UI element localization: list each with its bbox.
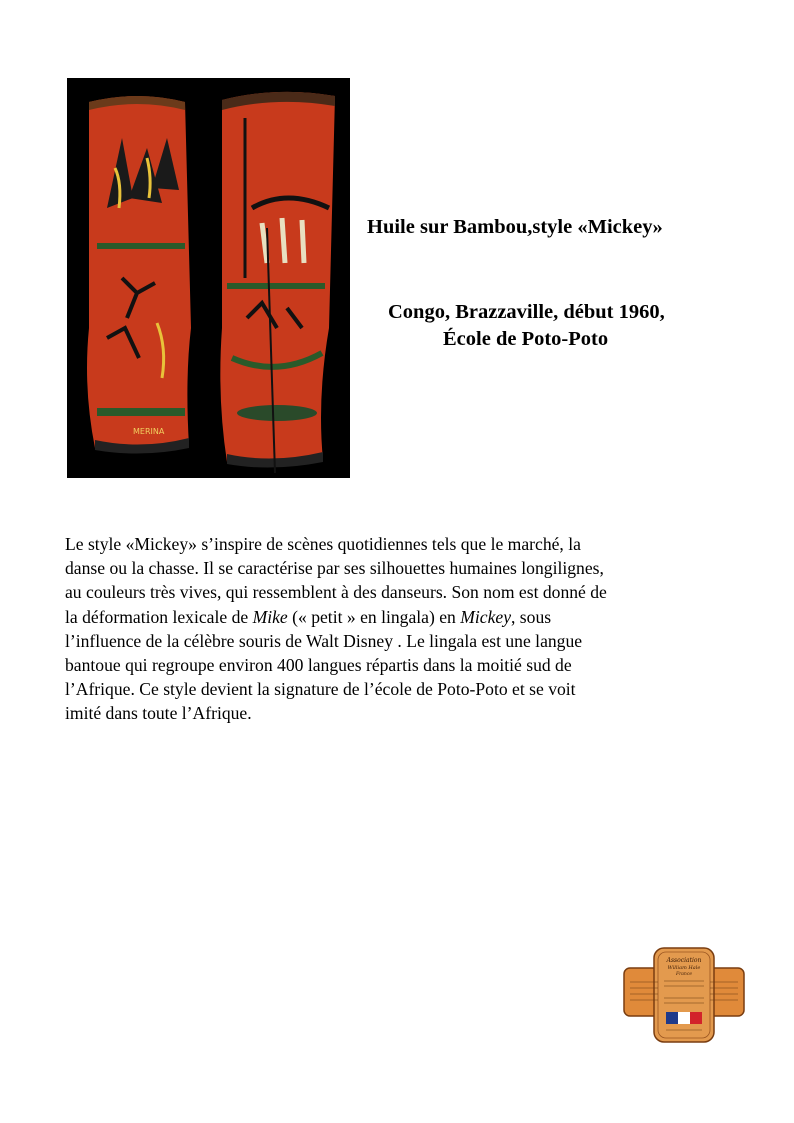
page-title: Huile sur Bambou,style «Mickey» xyxy=(367,216,663,238)
seal-icon xyxy=(622,946,746,1046)
description-text: , sous xyxy=(511,606,552,627)
description-line: danse ou la chasse. Il se caractérise par ses silhouettes humaines longilignes, xyxy=(65,558,604,579)
bamboo-painting-illustration xyxy=(67,78,350,478)
description-line: Le style «Mickey» s’inspire de scènes quotidiennes tels que le marché, la xyxy=(65,534,581,554)
description-line: l’Afrique. Ce style devient la signature de l’école de Poto-Poto et se voit xyxy=(65,679,576,700)
italic-term-mickey: Mickey xyxy=(460,606,511,627)
italic-term-mike: Mike xyxy=(252,606,288,627)
origin-line-1: Congo, Brazzaville, début 1960, xyxy=(388,301,665,323)
description-line: imité dans toute l’Afrique. xyxy=(65,703,252,724)
svg-text:William Hale: William Hale xyxy=(667,965,701,971)
svg-text:MERINA: MERINA xyxy=(133,427,165,436)
svg-text:Association: Association xyxy=(666,957,702,964)
bamboo-painting-photo xyxy=(67,78,350,478)
svg-text:France: France xyxy=(675,972,693,977)
association-seal-logo xyxy=(622,946,746,1046)
description-line xyxy=(65,605,745,629)
description-line: au couleurs très vives, qui ressemblent à des danseurs. Son nom est donné de xyxy=(65,582,607,603)
description-text: (« petit » en lingala) en xyxy=(287,606,461,627)
description-paragraph xyxy=(65,532,745,726)
origin-line-2: École de Poto-Poto xyxy=(443,328,609,350)
description-line: l’influence de la célèbre souris de Walt Disney . Le lingala est une langue xyxy=(65,630,583,651)
description-text: la déformation lexicale de xyxy=(65,606,253,627)
origin-caption xyxy=(388,299,665,353)
description-line: bantoue qui regroupe environ 400 langues répartis dans la moitié sud de xyxy=(65,655,572,676)
